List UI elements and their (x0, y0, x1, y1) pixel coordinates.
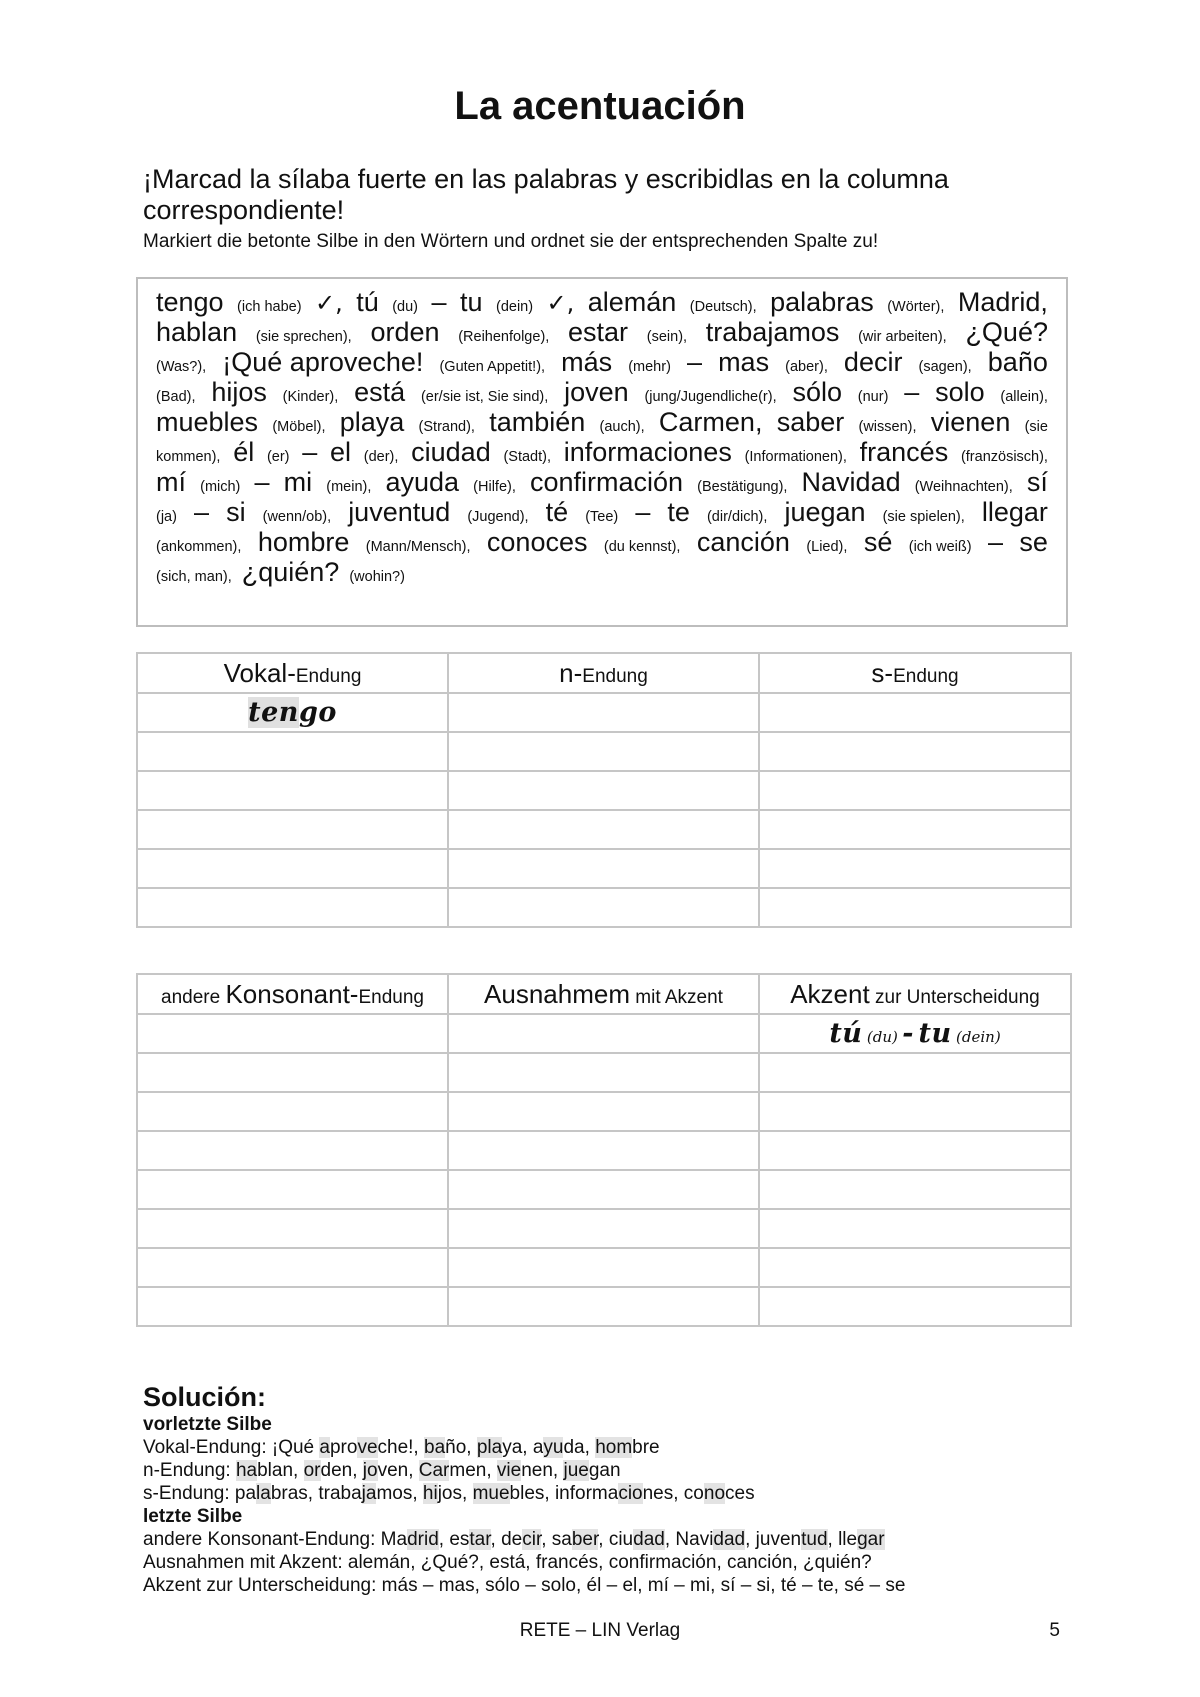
example-pair: tú (du) - tu (dein) (829, 1018, 1001, 1049)
german-gloss: (Weihnachten), (914, 479, 1013, 495)
stressed-syllable: ja (361, 1483, 377, 1504)
spanish-word: ¡Qué aproveche! (222, 347, 424, 377)
stressed-syllable: Car (418, 1460, 450, 1481)
table-header-row (137, 974, 1071, 1014)
table-row (137, 1014, 1071, 1053)
stressed-syllable: a (319, 1437, 330, 1458)
answer-cell[interactable] (759, 1131, 1071, 1170)
spanish-word: alemán (587, 287, 677, 317)
spanish-word: hablan (156, 317, 238, 347)
german-gloss: (Jugend), (467, 509, 529, 525)
spanish-word: Madrid, (957, 287, 1048, 317)
word-line (156, 497, 1048, 530)
spanish-word: tu (459, 287, 483, 317)
spanish-word: tengo (156, 287, 224, 317)
separator: – (904, 377, 920, 407)
spanish-word: mas (718, 347, 770, 377)
table-row (137, 771, 1071, 810)
solution-text: , es (438, 1529, 470, 1550)
german-gloss: (Möbel), (272, 419, 326, 435)
stressed-syllable: mue (472, 1483, 510, 1504)
table-row (137, 1209, 1071, 1248)
separator: – (302, 437, 318, 467)
word-line (156, 287, 1048, 320)
solution-text: , sa (541, 1529, 572, 1550)
solution-text: , ciu (598, 1529, 634, 1550)
spanish-word: sé (863, 527, 893, 557)
solution-text: ven, (377, 1460, 419, 1481)
separator: – (194, 497, 210, 527)
instruction-german: Markiert die betonte Silbe in den Wörtern und ordnet sie der entsprechenden Spalte zu! (143, 231, 879, 252)
german-gloss: (Hilfe), (473, 479, 516, 495)
table-row (137, 1131, 1071, 1170)
solution-text: nen, (521, 1460, 564, 1481)
spanish-word: conoces (486, 527, 588, 557)
stressed-syllable: dad (633, 1529, 665, 1550)
word-line (156, 377, 1048, 410)
solution-line (143, 1436, 1103, 1459)
answer-cell[interactable] (137, 1209, 448, 1248)
solution-text: den, (320, 1460, 363, 1481)
solution-title: Solución: (143, 1382, 266, 1412)
german-gloss: (ja) (156, 509, 177, 525)
solution-line (143, 1574, 1103, 1597)
answer-cell[interactable] (759, 771, 1071, 810)
spanish-word: orden (370, 317, 440, 347)
german-gloss: (mehr) (628, 359, 671, 375)
spanish-word: solo (935, 377, 985, 407)
answer-cell[interactable] (137, 1014, 448, 1053)
spanish-word: hombre (257, 527, 350, 557)
stressed-syllable: tud (801, 1529, 828, 1550)
ending-table (136, 652, 1072, 928)
word-box (136, 277, 1068, 627)
solution-text: ya, a (502, 1437, 544, 1458)
ending-table-2 (136, 973, 1072, 1327)
stressed-syllable: tar (469, 1529, 491, 1550)
table-row (137, 693, 1071, 732)
answer-cell[interactable] (759, 1248, 1071, 1287)
german-gloss: (Strand), (418, 419, 475, 435)
solution-text: gan (588, 1460, 621, 1481)
german-gloss: (aber), (785, 359, 828, 375)
answer-cell[interactable] (448, 693, 759, 732)
spanish-word: estar (568, 317, 629, 347)
answer-cell[interactable] (759, 810, 1071, 849)
separator: – (254, 467, 270, 497)
spanish-word: está (354, 377, 406, 407)
solution-text: bles, informa (509, 1483, 619, 1504)
solution-text: bras, traba (270, 1483, 362, 1504)
answer-cell[interactable] (448, 771, 759, 810)
solution-text: blan, (257, 1460, 304, 1481)
spanish-word: ¿quién? (241, 557, 340, 587)
german-gloss: (Reihenfolge), (458, 329, 550, 345)
spanish-word: Navidad (801, 467, 901, 497)
spanish-word: francés (859, 437, 949, 467)
table-row (137, 810, 1071, 849)
german-gloss: (dein) (495, 299, 534, 315)
german-gloss: (du) (392, 299, 419, 315)
solution-text: mos, (376, 1483, 423, 1504)
answer-cell[interactable] (137, 1170, 448, 1209)
stressed-syllable: gar (857, 1529, 885, 1550)
german-gloss: (er) (266, 449, 290, 465)
stressed-syllable: ve (357, 1437, 378, 1458)
german-gloss: (sagen), (918, 359, 972, 375)
german-gloss: (französisch), (960, 449, 1048, 465)
word-line (156, 347, 1048, 380)
spanish-word: también (489, 407, 586, 437)
stressed-syllable: vie (496, 1460, 522, 1481)
checkmark-icon: ✓, (546, 289, 575, 317)
german-gloss: (sich, man), (156, 569, 232, 585)
word-line (156, 527, 1048, 560)
spanish-word: joven (564, 377, 629, 407)
answer-cell[interactable] (137, 1092, 448, 1131)
example-word: tengo (248, 697, 337, 728)
spanish-word: confirmación (529, 467, 684, 497)
word-line (156, 467, 1048, 500)
german-gloss: (Stadt), (503, 449, 552, 465)
german-gloss: (mein), (326, 479, 372, 495)
answer-cell[interactable] (759, 1092, 1071, 1131)
table-row (137, 732, 1071, 771)
stressed-syllable: cio (618, 1483, 643, 1504)
stressed-syllable: pla (476, 1437, 503, 1458)
solution-section (143, 1382, 1103, 1597)
spanish-word: mí (156, 467, 186, 497)
stressed-syllable: jue (563, 1460, 589, 1481)
answer-cell[interactable] (137, 888, 448, 927)
spanish-word: informaciones (563, 437, 732, 467)
spanish-word: hijos (211, 377, 267, 407)
solution-text: andere Konsonant-Endung: Ma (143, 1529, 408, 1550)
solution-text: da, (563, 1437, 596, 1458)
answer-cell[interactable] (448, 1170, 759, 1209)
german-gloss: (Bestätigung), (697, 479, 788, 495)
checkmark-icon: ✓, (315, 289, 343, 317)
german-gloss: (ich weiß) (908, 539, 972, 555)
solution-text: Akzent zur Unterscheidung: más – mas, sólo – solo, él – el, mí – mi, sí – si, té – te, sé – se (143, 1575, 906, 1596)
answer-cell[interactable] (448, 1053, 759, 1092)
german-gloss: (wenn/ob), (262, 509, 332, 525)
header-exceptions-accent: Ausnahmem mit Akzent (448, 974, 759, 1014)
spanish-word: si (226, 497, 246, 527)
german-gloss: (ich habe) (237, 299, 302, 315)
table-row (137, 1053, 1071, 1092)
german-gloss: (sein), (646, 329, 688, 345)
page-number: 5 (1049, 1620, 1060, 1641)
german-gloss: (nur) (857, 389, 889, 405)
answer-cell[interactable] (137, 1287, 448, 1326)
stressed-syllable: drid (407, 1529, 439, 1550)
answer-cell[interactable] (448, 1092, 759, 1131)
solution-text: men, (449, 1460, 497, 1481)
spanish-word: playa (339, 407, 405, 437)
header-diacritic-accent: Akzent zur Unterscheidung (759, 974, 1071, 1014)
german-gloss: (mich) (200, 479, 241, 495)
stressed-syllable: hom (595, 1437, 633, 1458)
stressed-syllable: yu (543, 1437, 564, 1458)
answer-cell[interactable] (137, 849, 448, 888)
spanish-word: te (667, 497, 690, 527)
spanish-word: trabajamos (705, 317, 840, 347)
stressed-syllable: ber (571, 1529, 599, 1550)
german-gloss: (sie sprechen), (255, 329, 352, 345)
german-gloss: (sie spielen), (882, 509, 965, 525)
german-gloss: (ankommen), (156, 539, 242, 555)
word-line (156, 557, 1048, 590)
solution-text: bre (632, 1437, 660, 1458)
word-line (156, 317, 1048, 350)
spanish-word: sólo (792, 377, 842, 407)
german-gloss: (Guten Appetit!), (439, 359, 546, 375)
separator: – (635, 497, 651, 527)
answer-cell[interactable] (759, 888, 1071, 927)
answer-cell[interactable] (759, 693, 1071, 732)
stressed-syllable: hi (422, 1483, 438, 1504)
spanish-word: baño (987, 347, 1048, 377)
solution-text: Vokal-Endung: ¡Qué (143, 1437, 320, 1458)
answer-cell[interactable] (448, 1248, 759, 1287)
penultimate-syllable-label: vorletzte Silbe (143, 1414, 272, 1435)
spanish-word: él (233, 437, 255, 467)
german-gloss: (Was?), (156, 359, 207, 375)
solution-text: , lle (827, 1529, 858, 1550)
german-gloss: (Lied), (806, 539, 848, 555)
solution-line (143, 1459, 1103, 1482)
spanish-word: saber (776, 407, 845, 437)
spanish-word: té (545, 497, 569, 527)
spanish-word: más (561, 347, 613, 377)
table-row (137, 888, 1071, 927)
german-gloss: (wissen), (858, 419, 917, 435)
page-title: La acentuación (454, 84, 746, 128)
spanish-word: muebles (156, 407, 259, 437)
answer-cell[interactable] (448, 1287, 759, 1326)
stressed-syllable: ba (424, 1437, 446, 1458)
spanish-word: canción (696, 527, 790, 557)
solution-line (143, 1482, 1103, 1505)
spanish-word: tú (356, 287, 379, 317)
penultimate-solution-lines (143, 1436, 1103, 1505)
stressed-syllable: jo (362, 1460, 378, 1481)
separator: – (987, 527, 1003, 557)
stressed-syllable: la (256, 1483, 271, 1504)
answer-cell[interactable] (759, 1170, 1071, 1209)
answer-cell[interactable] (759, 1287, 1071, 1326)
spanish-word: sí (1026, 467, 1048, 497)
solution-text: Ausnahmen mit Akzent: alemán, ¿Qué?, está, francés, confirmación, canción, ¿quién? (143, 1552, 872, 1573)
german-gloss: (Wörter), (887, 299, 945, 315)
solution-text: jos, (437, 1483, 473, 1504)
german-gloss: (sie (1024, 419, 1048, 435)
last-syllable-label: letzte Silbe (143, 1506, 243, 1527)
spanish-word: decir (843, 347, 903, 377)
header-n-ending: n-Endung (448, 653, 759, 693)
german-gloss: (auch), (599, 419, 645, 435)
german-gloss: (wir arbeiten), (858, 329, 947, 345)
header-consonant-ending: andere Konsonant-Endung (137, 974, 448, 1014)
answer-cell[interactable] (137, 1053, 448, 1092)
answer-cell[interactable] (137, 732, 448, 771)
table-row (137, 1092, 1071, 1131)
word-line (156, 407, 1048, 440)
answer-cell[interactable] (759, 1209, 1071, 1248)
answer-cell[interactable] (448, 810, 759, 849)
solution-text: ño, (445, 1437, 477, 1458)
solution-line (143, 1551, 1103, 1574)
solution-text: n-Endung: (143, 1460, 236, 1481)
table-row (137, 1287, 1071, 1326)
spanish-word: palabras (770, 287, 874, 317)
separator: – (686, 347, 702, 377)
last-solution-lines (143, 1528, 1103, 1597)
solution-text: , juven (745, 1529, 802, 1550)
separator: – (431, 287, 447, 317)
answer-cell[interactable] (137, 771, 448, 810)
stressed-syllable: no (703, 1483, 726, 1504)
answer-cell[interactable] (759, 1014, 1071, 1053)
answer-cell[interactable] (137, 1248, 448, 1287)
solution-text: , de (490, 1529, 523, 1550)
solution-text: pro (329, 1437, 358, 1458)
answer-cell[interactable] (137, 693, 448, 732)
header-vowel-ending: Vokal-Endung (137, 653, 448, 693)
german-gloss: kommen), (156, 449, 221, 465)
answer-cell[interactable] (759, 1053, 1071, 1092)
spanish-word: Carmen, (658, 407, 763, 437)
footer-publisher: RETE – LIN Verlag (519, 1620, 681, 1641)
spanish-word: el (330, 437, 352, 467)
spanish-word: ¿Qué? (965, 317, 1048, 347)
spanish-word: llegar (981, 497, 1048, 527)
solution-text: che!, (377, 1437, 424, 1458)
german-gloss: (Tee) (585, 509, 619, 525)
spanish-word: se (1019, 527, 1048, 557)
stressed-syllable: or (303, 1460, 321, 1481)
table-row (137, 849, 1071, 888)
spanish-word: mi (283, 467, 313, 497)
answer-cell[interactable] (448, 1209, 759, 1248)
table-row (137, 1170, 1071, 1209)
spanish-word: ayuda (385, 467, 460, 497)
answer-cell[interactable] (448, 849, 759, 888)
german-gloss: (der), (363, 449, 399, 465)
german-gloss: (Informationen), (744, 449, 847, 465)
answer-cell[interactable] (137, 810, 448, 849)
spanish-word: juventud (348, 497, 451, 527)
answer-cell[interactable] (137, 1131, 448, 1170)
answer-cell[interactable] (448, 1014, 759, 1053)
answer-cell[interactable] (448, 1131, 759, 1170)
german-gloss: (jung/Jugendliche(r), (644, 389, 777, 405)
stressed-syllable: cir (522, 1529, 542, 1550)
german-gloss: (du kennst), (603, 539, 681, 555)
solution-text: , Navi (664, 1529, 714, 1550)
stressed-syllable: dad (713, 1529, 746, 1550)
solution-line (143, 1528, 1103, 1551)
solution-text: s-Endung: pa (143, 1483, 257, 1504)
answer-cell[interactable] (759, 732, 1071, 771)
german-gloss: (Bad), (156, 389, 196, 405)
german-gloss: (er/sie ist, Sie sind), (420, 389, 549, 405)
header-s-ending: s-Endung (759, 653, 1071, 693)
spanish-word: ciudad (411, 437, 491, 467)
word-line (156, 437, 1048, 470)
solution-text: nes, co (642, 1483, 704, 1504)
solution-text: ces (725, 1483, 755, 1504)
stressed-syllable: ha (235, 1460, 258, 1481)
german-gloss: (Mann/Mensch), (365, 539, 471, 555)
german-gloss: (Kinder), (282, 389, 339, 405)
table-header-row (137, 653, 1071, 693)
german-gloss: (wohin?) (349, 569, 405, 585)
spanish-word: vienen (930, 407, 1011, 437)
spanish-word: juegan (784, 497, 866, 527)
table-row (137, 1248, 1071, 1287)
german-gloss: (allein), (1000, 389, 1048, 405)
answer-cell[interactable] (448, 732, 759, 771)
answer-cell[interactable] (759, 849, 1071, 888)
german-gloss: (Deutsch), (689, 299, 757, 315)
instruction-spanish: ¡Marcad la sílaba fuerte en las palabras y escribidlas en la columna correspondiente! (143, 164, 949, 225)
answer-cell[interactable] (448, 888, 759, 927)
german-gloss: (dir/dich), (706, 509, 768, 525)
